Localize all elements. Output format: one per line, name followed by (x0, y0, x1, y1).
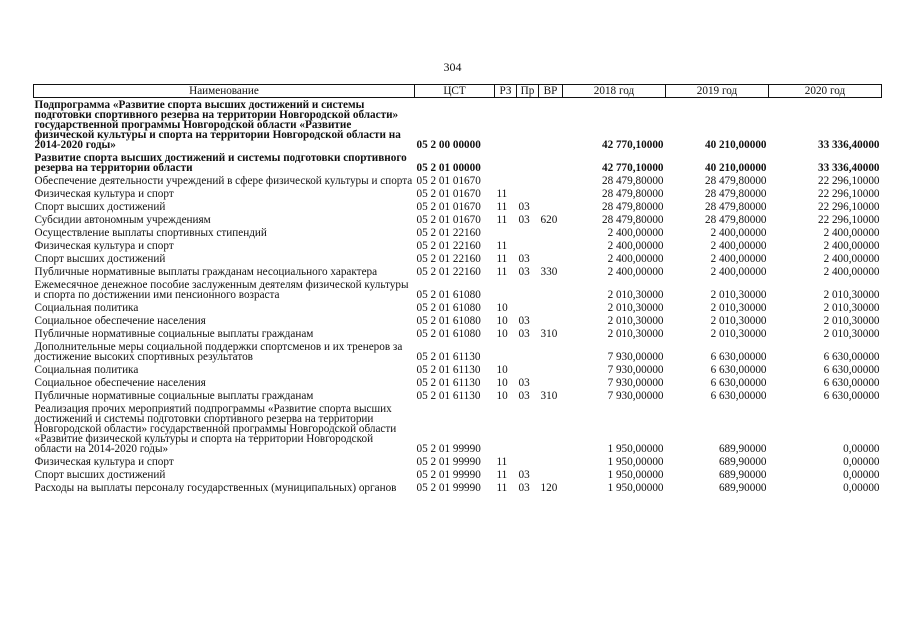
row-cst-cell: 05 2 01 61080 (416, 315, 481, 327)
row-pr-cell: 03 (518, 253, 530, 265)
row-2019-cell: 2 010,30000 (710, 289, 767, 301)
table-row (34, 340, 882, 363)
row-2018-cell: 28 479,80000 (601, 214, 664, 226)
table-row (34, 481, 882, 494)
row-2019-cell: 28 479,80000 (704, 188, 767, 200)
table-row (34, 213, 882, 226)
row-pr-cell: 03 (518, 377, 530, 389)
table-row (34, 174, 882, 187)
row-2018-cell: 1 950,00000 (607, 482, 664, 494)
row-rz-cell: 11 (496, 188, 508, 200)
row-vr-cell: 310 (540, 390, 558, 402)
row-cst-cell: 05 2 01 61080 (416, 328, 481, 340)
row-pr-cell: 03 (518, 315, 530, 327)
row-vr-cell (539, 376, 563, 389)
row-2019-cell: 40 210,00000 (704, 139, 767, 151)
row-vr-cell: 120 (540, 482, 558, 494)
row-name-cell: Ежемесячное денежное пособие заслуженным деятелям физической культуры и спорта по достижении ими пенсионного возраста (34, 279, 409, 301)
budget-table (33, 84, 882, 494)
row-rz-cell: 11 (496, 456, 508, 468)
row-cst-cell: 05 2 01 01670 (416, 188, 481, 200)
row-2018-cell: 2 010,30000 (607, 328, 664, 340)
row-vr-cell: 330 (540, 266, 558, 278)
table-row (34, 376, 882, 389)
table-row (34, 389, 882, 402)
row-cst-cell: 05 2 01 22160 (416, 266, 481, 278)
row-name-cell: Физическая культура и спорт (34, 240, 174, 252)
row-2018-cell: 2 400,00000 (607, 240, 664, 252)
row-name-cell: Расходы на выплаты персоналу государственных (муниципальных) органов (34, 482, 397, 494)
row-name-cell: Социальная политика (34, 302, 139, 314)
row-cst-cell: 05 2 01 61130 (416, 351, 481, 363)
row-2019-cell: 689,90000 (718, 482, 767, 494)
row-2018-cell: 2 010,30000 (607, 302, 664, 314)
row-cst-cell: 05 2 01 61130 (416, 377, 481, 389)
row-2020-cell: 2 010,30000 (823, 289, 880, 301)
row-rz-cell (495, 98, 517, 152)
row-2019-cell: 2 010,30000 (710, 328, 767, 340)
row-2020-cell: 2 400,00000 (823, 240, 880, 252)
row-2020-cell: 0,00000 (843, 469, 880, 481)
row-2018-cell: 28 479,80000 (601, 175, 664, 187)
row-rz-cell: 10 (496, 328, 508, 340)
row-pr-cell: 03 (518, 390, 530, 402)
row-rz-cell: 11 (496, 469, 508, 481)
row-2020-cell: 6 630,00000 (823, 364, 880, 376)
row-2020-cell: 22 296,10000 (817, 214, 880, 226)
row-pr-cell: 03 (518, 201, 530, 213)
row-2020-cell: 2 400,00000 (823, 266, 880, 278)
row-cst-cell: 05 2 01 00000 (416, 162, 481, 174)
row-pr-cell (517, 187, 539, 200)
row-pr-cell: 03 (518, 266, 530, 278)
row-vr-cell (539, 363, 563, 376)
header-2020: 2020 год (769, 85, 882, 98)
row-name-cell: Физическая культура и спорт (34, 456, 174, 468)
row-2018-cell: 1 950,00000 (607, 469, 664, 481)
row-rz-cell (495, 174, 517, 187)
row-cst-cell: 05 2 01 22160 (416, 253, 481, 265)
row-pr-cell (517, 340, 539, 363)
row-2020-cell: 33 336,40000 (817, 139, 880, 151)
row-rz-cell (495, 151, 517, 174)
row-cst-cell: 05 2 01 01670 (416, 214, 481, 226)
row-cst-cell: 05 2 01 61130 (416, 364, 481, 376)
row-2020-cell: 6 630,00000 (823, 390, 880, 402)
row-2018-cell: 2 400,00000 (607, 253, 664, 265)
row-2020-cell: 0,00000 (843, 456, 880, 468)
row-name-cell: Реализация прочих мероприятий подпрограммы «Развитие спорта высших достижений и системы подготовки спортивного резерва на территории Новгородской области» государственной программы Новгородской области «Развитие физической культуры и спорта на территории Новгородской области на 2014-2020 годы» (34, 403, 397, 455)
row-2019-cell: 689,90000 (718, 456, 767, 468)
row-cst-cell: 05 2 01 99990 (416, 469, 481, 481)
row-rz-cell: 10 (496, 390, 508, 402)
row-pr-cell: 03 (518, 328, 530, 340)
row-vr-cell (539, 314, 563, 327)
row-vr-cell: 310 (540, 328, 558, 340)
row-pr-cell (517, 151, 539, 174)
row-vr-cell (539, 301, 563, 314)
row-2019-cell: 2 010,30000 (710, 302, 767, 314)
row-2020-cell: 22 296,10000 (817, 201, 880, 213)
row-vr-cell (539, 278, 563, 301)
row-2020-cell: 2 400,00000 (823, 253, 880, 265)
row-2020-cell: 0,00000 (843, 482, 880, 494)
row-2018-cell: 1 950,00000 (607, 443, 664, 455)
header-pr: Пр (517, 85, 539, 98)
row-rz-cell: 11 (496, 201, 508, 213)
row-pr-cell (517, 98, 539, 152)
row-cst-cell: 05 2 01 61080 (416, 289, 481, 301)
row-name-cell: Спорт высших достижений (34, 469, 166, 481)
row-rz-cell: 10 (496, 364, 508, 376)
table-row (34, 98, 882, 152)
row-rz-cell (495, 278, 517, 301)
row-2019-cell: 6 630,00000 (710, 351, 767, 363)
row-2019-cell: 6 630,00000 (710, 390, 767, 402)
row-vr-cell (539, 226, 563, 239)
row-cst-cell: 05 2 01 61080 (416, 302, 481, 314)
row-cst-cell: 05 2 01 01670 (416, 201, 481, 213)
table-row (34, 265, 882, 278)
row-cst-cell: 05 2 01 22160 (416, 227, 481, 239)
row-vr-cell (539, 174, 563, 187)
row-2020-cell: 22 296,10000 (817, 175, 880, 187)
row-2019-cell: 40 210,00000 (704, 162, 767, 174)
table-row (34, 239, 882, 252)
row-2018-cell: 2 010,30000 (607, 315, 664, 327)
row-rz-cell (495, 402, 517, 455)
row-vr-cell (539, 340, 563, 363)
row-2018-cell: 2 400,00000 (607, 227, 664, 239)
row-pr-cell (517, 301, 539, 314)
table-row (34, 363, 882, 376)
row-cst-cell: 05 2 01 99990 (416, 482, 481, 494)
row-pr-cell (517, 402, 539, 455)
row-vr-cell (539, 455, 563, 468)
row-name-cell: Спорт высших достижений (34, 253, 166, 265)
row-cst-cell: 05 2 01 22160 (416, 240, 481, 252)
row-rz-cell: 11 (496, 214, 508, 226)
row-name-cell: Дополнительные меры социальной поддержки спортсменов и их тренеров за достижение высоких спортивных результатов (34, 341, 403, 363)
header-cst: ЦСТ (415, 85, 495, 98)
table-row (34, 200, 882, 213)
row-2019-cell: 6 630,00000 (710, 377, 767, 389)
header-vr: ВР (539, 85, 563, 98)
row-vr-cell (539, 468, 563, 481)
table-row (34, 252, 882, 265)
row-2018-cell: 42 770,10000 (601, 162, 664, 174)
row-pr-cell: 03 (518, 469, 530, 481)
row-rz-cell: 11 (496, 266, 508, 278)
row-name-cell: Субсидии автономным учреждениям (34, 214, 211, 226)
table-row (34, 187, 882, 200)
row-2020-cell: 6 630,00000 (823, 377, 880, 389)
row-cst-cell: 05 2 01 99990 (416, 456, 481, 468)
row-2018-cell: 42 770,10000 (601, 139, 664, 151)
row-2018-cell: 7 930,00000 (607, 390, 664, 402)
row-vr-cell (539, 98, 563, 152)
row-name-cell: Публичные нормативные социальные выплаты гражданам (34, 328, 314, 340)
row-vr-cell: 620 (540, 214, 558, 226)
table-row (34, 455, 882, 468)
row-cst-cell: 05 2 00 00000 (416, 139, 481, 151)
row-2020-cell: 2 010,30000 (823, 302, 880, 314)
row-vr-cell (539, 402, 563, 455)
row-vr-cell (539, 239, 563, 252)
row-pr-cell (517, 363, 539, 376)
table-header-row (34, 85, 882, 98)
row-vr-cell (539, 187, 563, 200)
table-row (34, 402, 882, 455)
row-2018-cell: 7 930,00000 (607, 364, 664, 376)
row-2019-cell: 2 400,00000 (710, 266, 767, 278)
row-2019-cell: 28 479,80000 (704, 214, 767, 226)
row-pr-cell (517, 226, 539, 239)
header-2019: 2019 год (666, 85, 769, 98)
row-2019-cell: 689,90000 (718, 443, 767, 455)
row-2019-cell: 2 010,30000 (710, 315, 767, 327)
row-rz-cell: 11 (496, 253, 508, 265)
row-cst-cell: 05 2 01 61130 (416, 390, 481, 402)
row-2018-cell: 7 930,00000 (607, 351, 664, 363)
row-2020-cell: 22 296,10000 (817, 188, 880, 200)
row-2018-cell: 2 400,00000 (607, 266, 664, 278)
row-rz-cell: 10 (496, 302, 508, 314)
row-name-cell: Публичные нормативные социальные выплаты гражданам (34, 390, 314, 402)
row-2020-cell: 33 336,40000 (817, 162, 880, 174)
row-pr-cell (517, 278, 539, 301)
row-2020-cell: 2 400,00000 (823, 227, 880, 239)
row-vr-cell (539, 151, 563, 174)
row-name-cell: Осуществление выплаты спортивных стипендий (34, 227, 267, 239)
row-name-cell: Социальное обеспечение населения (34, 315, 206, 327)
row-2020-cell: 2 010,30000 (823, 315, 880, 327)
table-row (34, 151, 882, 174)
table-row (34, 301, 882, 314)
table-row (34, 226, 882, 239)
row-vr-cell (539, 252, 563, 265)
row-rz-cell (495, 226, 517, 239)
row-2018-cell: 2 010,30000 (607, 289, 664, 301)
table-row (34, 278, 882, 301)
row-2018-cell: 7 930,00000 (607, 377, 664, 389)
row-vr-cell (539, 200, 563, 213)
row-rz-cell (495, 340, 517, 363)
row-name-cell: Обеспечение деятельности учреждений в сфере физической культуры и спорта (34, 175, 413, 187)
row-name-cell: Социальная политика (34, 364, 139, 376)
row-2019-cell: 2 400,00000 (710, 240, 767, 252)
row-pr-cell: 03 (518, 214, 530, 226)
row-name-cell: Развитие спорта высших достижений и системы подготовки спортивного резерва на территории области (34, 152, 407, 174)
row-rz-cell: 11 (496, 240, 508, 252)
row-name-cell: Публичные нормативные выплаты гражданам несоциального характера (34, 266, 378, 278)
row-rz-cell: 10 (496, 377, 508, 389)
table-row (34, 327, 882, 340)
header-2018: 2018 год (563, 85, 666, 98)
row-cst-cell: 05 2 01 01670 (416, 175, 481, 187)
row-2018-cell: 28 479,80000 (601, 188, 664, 200)
table-row (34, 314, 882, 327)
row-2019-cell: 6 630,00000 (710, 364, 767, 376)
row-pr-cell (517, 239, 539, 252)
row-2018-cell: 28 479,80000 (601, 201, 664, 213)
row-name-cell: Социальное обеспечение населения (34, 377, 206, 389)
row-2019-cell: 689,90000 (718, 469, 767, 481)
header-name: Наименование (34, 85, 415, 98)
row-2018-cell: 1 950,00000 (607, 456, 664, 468)
row-pr-cell: 03 (518, 482, 530, 494)
row-name-cell: Физическая культура и спорт (34, 188, 174, 200)
row-pr-cell (517, 174, 539, 187)
row-2019-cell: 28 479,80000 (704, 201, 767, 213)
row-rz-cell: 10 (496, 315, 508, 327)
row-2019-cell: 2 400,00000 (710, 253, 767, 265)
row-name-cell: Спорт высших достижений (34, 201, 166, 213)
row-2020-cell: 6 630,00000 (823, 351, 880, 363)
row-rz-cell: 11 (496, 482, 508, 494)
row-2020-cell: 2 010,30000 (823, 328, 880, 340)
table-row (34, 468, 882, 481)
row-2019-cell: 28 479,80000 (704, 175, 767, 187)
row-2020-cell: 0,00000 (843, 443, 880, 455)
page-number: 304 (443, 60, 462, 74)
row-2019-cell: 2 400,00000 (710, 227, 767, 239)
row-cst-cell: 05 2 01 99990 (416, 443, 481, 455)
header-rz: РЗ (495, 85, 517, 98)
row-pr-cell (517, 455, 539, 468)
row-name-cell: Подпрограмма «Развитие спорта высших достижений и системы подготовки спортивного резерва на территории Новгородской области» государственной программы Новгородской области «Развитие физической культуры и спорта на территории Новгородской области на 2014-2020 годы» (34, 99, 401, 151)
table-body (34, 98, 882, 495)
